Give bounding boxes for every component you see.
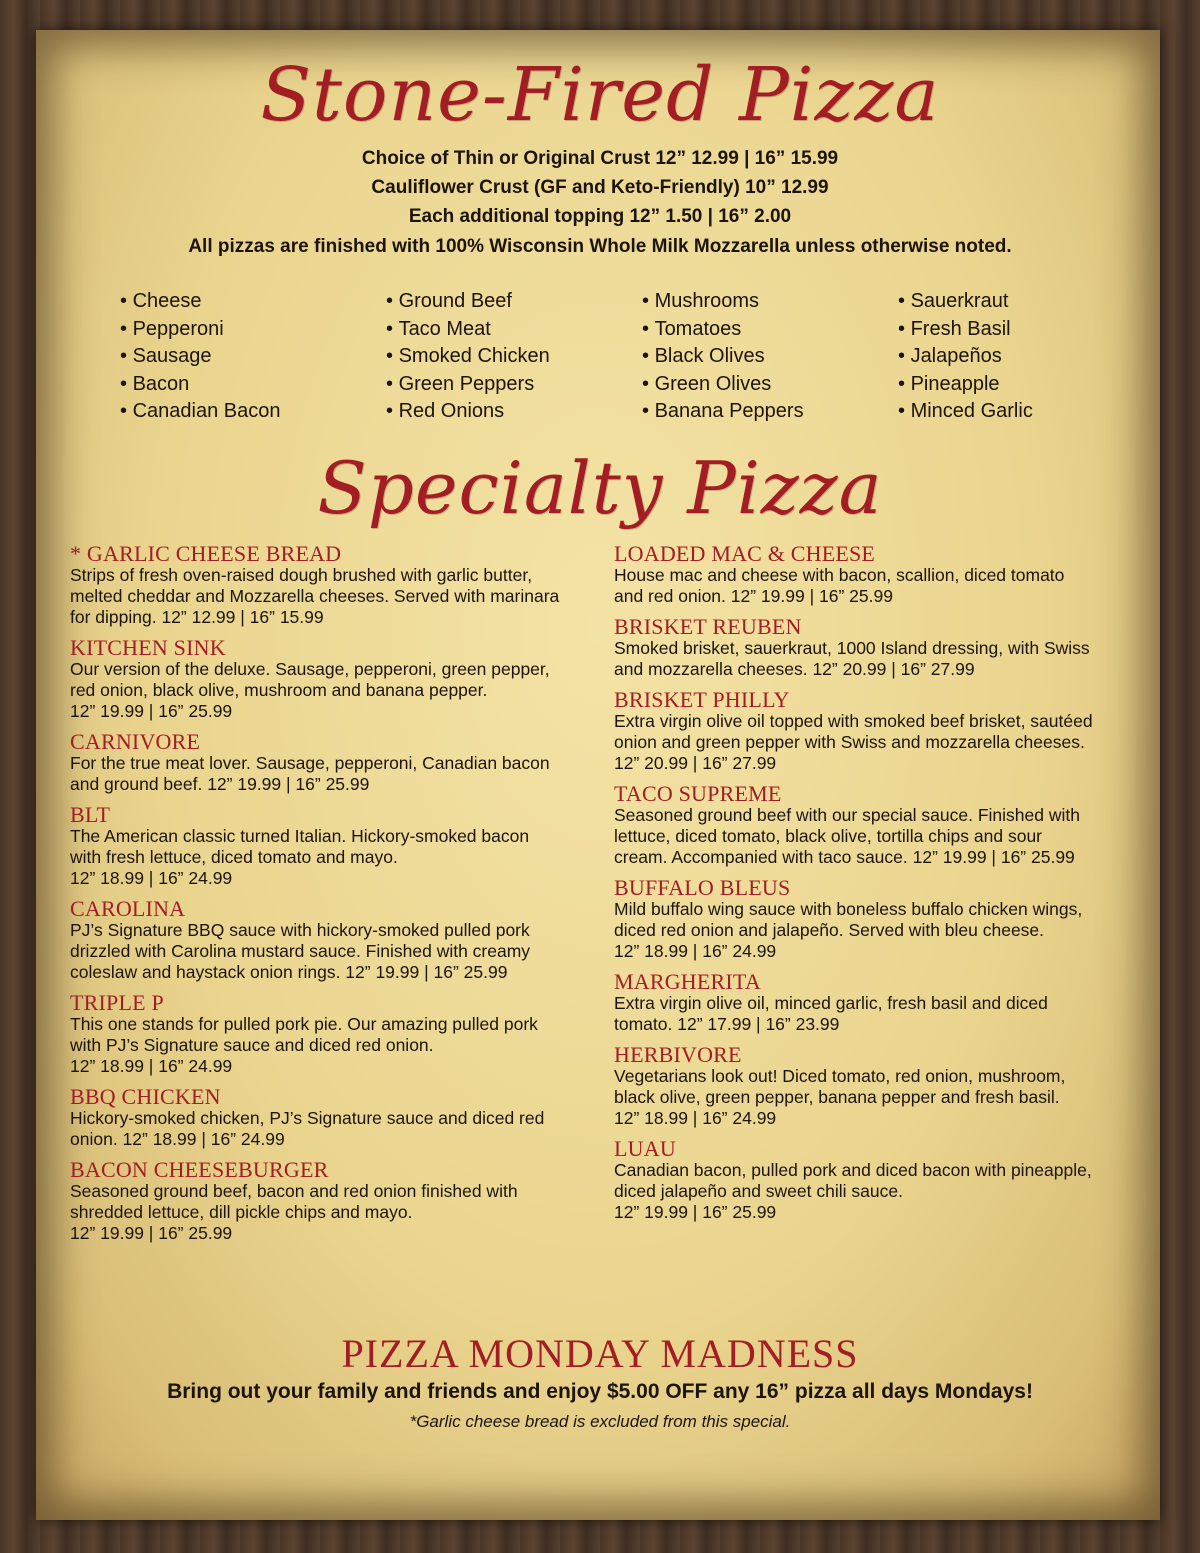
- topping-item: • Taco Meat: [386, 316, 550, 344]
- topping-item: • Green Olives: [642, 371, 804, 399]
- specialty-item-description: Vegetarians look out! Diced tomato, red onion, mushroom, black olive, green pepper, banana pepper and fresh basil. 12” 18.99 | 16” 24.99: [614, 1066, 1066, 1128]
- specialty-item: [70, 898, 605, 983]
- topping-item: • Minced Garlic: [898, 398, 1033, 426]
- specialty-item-description: Canadian bacon, pulled pork and diced bacon with pineapple, diced jalapeño and sweet chili sauce. 12” 19.99 | 16” 25.99: [614, 1160, 1092, 1222]
- specialty-item-name: MARGHERITA: [614, 969, 761, 994]
- topping-item: • Mushrooms: [642, 288, 804, 316]
- specialty-item: [70, 992, 605, 1077]
- toppings-column-4: [898, 288, 1033, 426]
- topping-item: • Fresh Basil: [898, 316, 1033, 344]
- specialty-item: [70, 1159, 605, 1244]
- specialty-item: [614, 877, 1154, 962]
- specialty-item-name: TACO SUPREME: [614, 781, 782, 806]
- specialty-item: [614, 616, 1154, 680]
- topping-item: • Red Onions: [386, 398, 550, 426]
- specialty-item-description: PJ’s Signature BBQ sauce with hickory-smoked pulled pork drizzled with Carolina mustard sauce. Finished with creamy coleslaw and haystack onion rings. 12” 19.99 | 16” 25.99: [70, 920, 531, 982]
- specialty-item-description: The American classic turned Italian. Hickory-smoked bacon with fresh lettuce, diced tomato and mayo. 12” 18.99 | 16” 24.99: [70, 826, 530, 888]
- topping-item: • Cheese: [120, 288, 280, 316]
- topping-item: • Pepperoni: [120, 316, 280, 344]
- specialty-item-name: BUFFALO BLEUS: [614, 875, 791, 900]
- specialty-item-name: LUAU: [614, 1136, 676, 1161]
- specialty-right-column: [614, 543, 1154, 1232]
- specialty-item: [70, 731, 605, 795]
- specialty-item-description: House mac and cheese with bacon, scallion, diced tomato and red onion. 12” 19.99 | 16” 25.99: [614, 565, 1065, 606]
- specialty-item-description: Seasoned ground beef, bacon and red onion finished with shredded lettuce, dill pickle chips and mayo. 12” 19.99 | 16” 25.99: [70, 1181, 518, 1243]
- specialty-item-description: This one stands for pulled pork pie. Our amazing pulled pork with PJ’s Signature sauce and diced red onion. 12” 18.99 | 16” 24.99: [70, 1014, 538, 1076]
- specialty-item-name: BACON CHEESEBURGER: [70, 1157, 329, 1182]
- specialty-item: [614, 543, 1154, 607]
- specialty-item-description: Our version of the deluxe. Sausage, pepperoni, green pepper, red onion, black olive, mushroom and banana pepper. 12” 19.99 | 16” 25.99: [70, 659, 550, 721]
- cauliflower-price-line: Cauliflower Crust (GF and Keto-Friendly) 10” 12.99: [371, 177, 829, 198]
- specialty-item: [614, 971, 1154, 1035]
- topping-item: • Jalapeños: [898, 343, 1033, 371]
- specialty-item: [70, 1086, 605, 1150]
- topping-item: • Ground Beef: [386, 288, 550, 316]
- pricing-info: [0, 144, 1200, 231]
- toppings-column-2: [386, 288, 550, 426]
- topping-item: • Bacon: [120, 371, 280, 399]
- specialty-item-name: CAROLINA: [70, 896, 186, 921]
- specialty-item-name: BBQ CHICKEN: [70, 1084, 221, 1109]
- crust-price-line: Choice of Thin or Original Crust 12” 12.99 | 16” 15.99: [361, 148, 839, 169]
- specialty-item: [70, 804, 605, 889]
- specialty-item-description: Seasoned ground beef with our special sauce. Finished with lettuce, diced tomato, black olive, tortilla chips and sour cream. Accompanied with taco sauce. 12” 19.99 | 16” 25.99: [614, 805, 1080, 867]
- specialty-left-column: [70, 543, 605, 1253]
- topping-item: • Pineapple: [898, 371, 1033, 399]
- specialty-item: [614, 783, 1154, 868]
- specialty-item-description: For the true meat lover. Sausage, pepperoni, Canadian bacon and ground beef. 12” 19.99 | 16” 25.99: [70, 753, 550, 794]
- specialty-item-description: Mild buffalo wing sauce with boneless buffalo chicken wings, diced red onion and jalapeño. Served with bleu cheese. 12” 18.99 | 16” 24.99: [614, 899, 1083, 961]
- specialty-item-name: KITCHEN SINK: [70, 635, 226, 660]
- promo-title: PIZZA MONDAY MADNESS: [341, 1331, 859, 1376]
- topping-item: • Sausage: [120, 343, 280, 371]
- toppings-column-1: [120, 288, 280, 426]
- promo-note: *Garlic cheese bread is excluded from this special.: [409, 1412, 791, 1431]
- specialty-item-description: Hickory-smoked chicken, PJ’s Signature sauce and diced red onion. 12” 18.99 | 16” 24.99: [70, 1108, 545, 1149]
- topping-item: • Tomatoes: [642, 316, 804, 344]
- specialty-item-name: CARNIVORE: [70, 729, 201, 754]
- topping-item: • Sauerkraut: [898, 288, 1033, 316]
- specialty-item-name: BRISKET REUBEN: [614, 614, 802, 639]
- specialty-title: Specialty Pizza: [317, 446, 883, 530]
- specialty-item: [70, 637, 605, 722]
- specialty-item: [614, 689, 1154, 774]
- specialty-item-name: HERBIVORE: [614, 1042, 742, 1067]
- specialty-item-description: Strips of fresh oven-raised dough brushed with garlic butter, melted cheddar and Mozzarella cheeses. Served with marinara for dipping. 12” 12.99 | 16” 15.99: [70, 565, 560, 627]
- topping-price-line: Each additional topping 12” 1.50 | 16” 2.00: [408, 206, 792, 227]
- promo-text: Bring out your family and friends and enjoy $5.00 OFF any 16” pizza all days Mondays!: [167, 1380, 1033, 1403]
- topping-item: • Banana Peppers: [642, 398, 804, 426]
- specialty-item-name: TRIPLE P: [70, 990, 164, 1015]
- specialty-item: [614, 1044, 1154, 1129]
- specialty-item-name: LOADED MAC & CHEESE: [614, 541, 876, 566]
- topping-item: • Canadian Bacon: [120, 398, 280, 426]
- specialty-item-description: Smoked brisket, sauerkraut, 1000 Island dressing, with Swiss and mozzarella cheeses. 12” 20.99 | 16” 27.99: [614, 638, 1090, 679]
- mozzarella-note: All pizzas are finished with 100% Wisconsin Whole Milk Mozzarella unless otherwise noted.: [188, 236, 1012, 257]
- toppings-column-3: [642, 288, 804, 426]
- topping-item: • Smoked Chicken: [386, 343, 550, 371]
- specialty-item-name: BLT: [70, 802, 111, 827]
- specialty-item-description: Extra virgin olive oil, minced garlic, fresh basil and diced tomato. 12” 17.99 | 16” 23.99: [614, 993, 1048, 1034]
- specialty-item: [70, 543, 605, 628]
- topping-item: • Black Olives: [642, 343, 804, 371]
- topping-item: • Green Peppers: [386, 371, 550, 399]
- specialty-item-name: BRISKET PHILLY: [614, 687, 790, 712]
- specialty-item: [614, 1138, 1154, 1223]
- page-title: Stone-Fired Pizza: [260, 52, 940, 138]
- specialty-item-name: * GARLIC CHEESE BREAD: [70, 541, 342, 566]
- specialty-item-description: Extra virgin olive oil topped with smoked beef brisket, sautéed onion and green pepper with Swiss and mozzarella cheeses. 12” 20.99 | 16” 27.99: [614, 711, 1093, 773]
